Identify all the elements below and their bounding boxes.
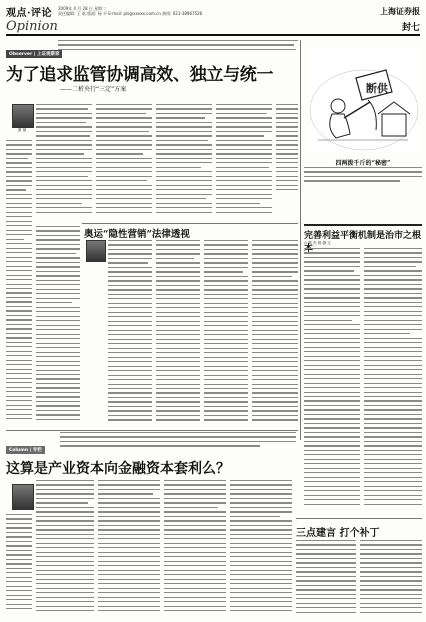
right-divider <box>304 224 422 226</box>
section-tag: Observer | 上证观察家 <box>6 50 62 58</box>
right-byline: ◎ 陈 杰 蒋 超 文 <box>304 241 331 245</box>
lead-body-col-1 <box>36 104 92 222</box>
lead-body-col-5 <box>276 104 298 222</box>
column-intro <box>60 432 296 450</box>
left-body-column-2 <box>36 226 80 428</box>
bottom-right-col-2 <box>360 540 422 616</box>
lead-body-col-2 <box>96 104 152 222</box>
issue-date: 2009年 4 月 28 日 星期二 <box>57 6 107 11</box>
masthead-bottom <box>6 18 420 36</box>
editorial-cartoon <box>308 48 420 152</box>
lead-headline: 为了追求监管协调高效、独立与统一 <box>6 65 274 85</box>
cartoon-caption: 四两拨千斤的“秘密” <box>335 160 391 167</box>
section-title: Opinion <box>6 18 58 34</box>
middle-headline: 奥运“隐性营销”法律透视 <box>84 229 190 240</box>
cartoon-illustration <box>308 48 420 152</box>
bottom-right-headline: 三点建言 打个补丁 <box>296 528 380 539</box>
left-body-column <box>6 140 32 428</box>
author-photo <box>12 104 34 128</box>
bottom-right-divider <box>296 518 422 519</box>
lead-intro <box>58 40 298 58</box>
middle-body-col-3 <box>204 240 248 428</box>
column-body-col-2 <box>98 480 160 616</box>
lead-body-col-4 <box>216 104 272 222</box>
middle-author-photo <box>86 240 106 262</box>
newspaper-brand: 上海证券报 <box>380 5 420 16</box>
right-headline: 完善利益平衡机制是治市之根 <box>304 231 422 241</box>
bottom-right-col-1 <box>296 540 356 616</box>
column-author-photo <box>12 484 34 510</box>
author-name: 夏 斌 <box>17 128 27 132</box>
column-body-left <box>6 514 32 616</box>
column-body-col-3 <box>164 480 226 616</box>
column-body-col-4 <box>230 480 292 616</box>
middle-body-col-4 <box>252 240 298 428</box>
right-body-col-2 <box>364 248 422 510</box>
lead-body-col-3 <box>156 104 212 222</box>
cartoon-sign-text: 断供 <box>366 82 388 95</box>
middle-body-col-2 <box>156 240 200 428</box>
middle-body-col-1 <box>108 240 152 428</box>
mid-divider <box>82 223 298 224</box>
column-divider <box>6 430 298 431</box>
section-kicker: 观点·评论 <box>6 7 52 19</box>
page-label: 封七 <box>401 22 420 33</box>
editor-line: 责任编辑: 王 晗 版面: 杨 平 E-mail: pls@xxxxx.com.cn 热线: 021-38967526 <box>57 11 203 16</box>
column-tag-wrap <box>6 436 45 455</box>
lead-subheadline: ——二析央行“三定”方案 <box>60 86 127 93</box>
cartoon-description <box>304 167 422 185</box>
column-body-col-1 <box>36 480 94 616</box>
issue-meta <box>58 6 202 16</box>
masthead-top <box>6 4 420 18</box>
column-rule <box>300 40 301 440</box>
right-body-col-1 <box>304 248 360 510</box>
column-tag: Column | 专栏 <box>6 446 45 454</box>
column-headline: 这算是产业资本向金融资本套利么？ <box>6 461 230 477</box>
